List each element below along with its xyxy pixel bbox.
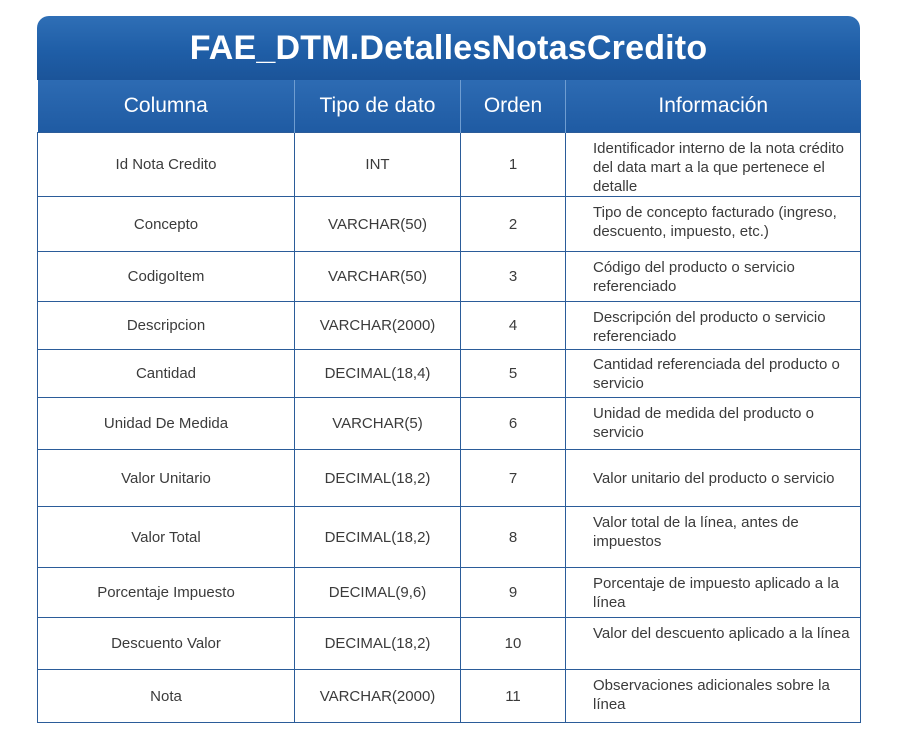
cell-columna: Cantidad <box>38 350 295 398</box>
cell-info: Descripción del producto o servicio referenciado <box>566 302 861 350</box>
cell-tipo: DECIMAL(18,4) <box>295 350 461 398</box>
cell-info: Porcentaje de impuesto aplicado a la línea <box>566 568 861 618</box>
header-informacion: Información <box>566 80 861 133</box>
table-row <box>38 133 861 197</box>
cell-columna: Concepto <box>38 197 295 252</box>
cell-orden: 8 <box>461 507 566 568</box>
table-row <box>38 618 861 670</box>
cell-info: Tipo de concepto facturado (ingreso, descuento, impuesto, etc.) <box>566 197 861 252</box>
cell-tipo: DECIMAL(18,2) <box>295 618 461 670</box>
header-orden: Orden <box>461 80 566 133</box>
cell-info: Identificador interno de la nota crédito del data mart a la que pertenece el detalle <box>566 133 861 197</box>
table-row <box>38 670 861 723</box>
cell-columna: Valor Unitario <box>38 450 295 507</box>
cell-orden: 5 <box>461 350 566 398</box>
cell-info: Código del producto o servicio referenciado <box>566 252 861 302</box>
cell-tipo: VARCHAR(2000) <box>295 302 461 350</box>
cell-columna: Unidad De Medida <box>38 398 295 450</box>
header-columna: Columna <box>38 80 295 133</box>
header-tipo-de-dato: Tipo de dato <box>295 80 461 133</box>
cell-tipo: VARCHAR(50) <box>295 252 461 302</box>
cell-tipo: DECIMAL(18,2) <box>295 507 461 568</box>
table-card <box>37 16 860 723</box>
cell-tipo: VARCHAR(50) <box>295 197 461 252</box>
table-header <box>38 80 861 133</box>
cell-info: Valor total de la línea, antes de impuestos <box>566 507 861 568</box>
cell-columna: Nota <box>38 670 295 723</box>
table-row <box>38 507 861 568</box>
table-title: FAE_DTM.DetallesNotasCredito <box>37 16 860 80</box>
cell-tipo: DECIMAL(9,6) <box>295 568 461 618</box>
cell-orden: 11 <box>461 670 566 723</box>
cell-columna: CodigoItem <box>38 252 295 302</box>
table-row <box>38 302 861 350</box>
cell-tipo: VARCHAR(5) <box>295 398 461 450</box>
cell-info: Observaciones adicionales sobre la línea <box>566 670 861 723</box>
cell-orden: 1 <box>461 133 566 197</box>
cell-orden: 10 <box>461 618 566 670</box>
cell-columna: Porcentaje Impuesto <box>38 568 295 618</box>
table-row <box>38 568 861 618</box>
cell-columna: Descuento Valor <box>38 618 295 670</box>
cell-orden: 7 <box>461 450 566 507</box>
cell-orden: 4 <box>461 302 566 350</box>
cell-orden: 3 <box>461 252 566 302</box>
table-body <box>38 133 861 723</box>
cell-orden: 9 <box>461 568 566 618</box>
cell-columna: Descripcion <box>38 302 295 350</box>
table-row <box>38 350 861 398</box>
cell-info: Unidad de medida del producto o servicio <box>566 398 861 450</box>
cell-tipo: VARCHAR(2000) <box>295 670 461 723</box>
cell-info: Cantidad referenciada del producto o servicio <box>566 350 861 398</box>
cell-tipo: INT <box>295 133 461 197</box>
cell-info: Valor del descuento aplicado a la línea <box>566 618 861 670</box>
table-row <box>38 197 861 252</box>
table-row <box>38 450 861 507</box>
cell-orden: 2 <box>461 197 566 252</box>
column-table <box>37 80 861 723</box>
cell-info: Valor unitario del producto o servicio <box>566 450 861 507</box>
table-row <box>38 398 861 450</box>
table-row <box>38 252 861 302</box>
cell-columna: Id Nota Credito <box>38 133 295 197</box>
cell-orden: 6 <box>461 398 566 450</box>
header-row <box>38 80 861 133</box>
cell-tipo: DECIMAL(18,2) <box>295 450 461 507</box>
cell-columna: Valor Total <box>38 507 295 568</box>
